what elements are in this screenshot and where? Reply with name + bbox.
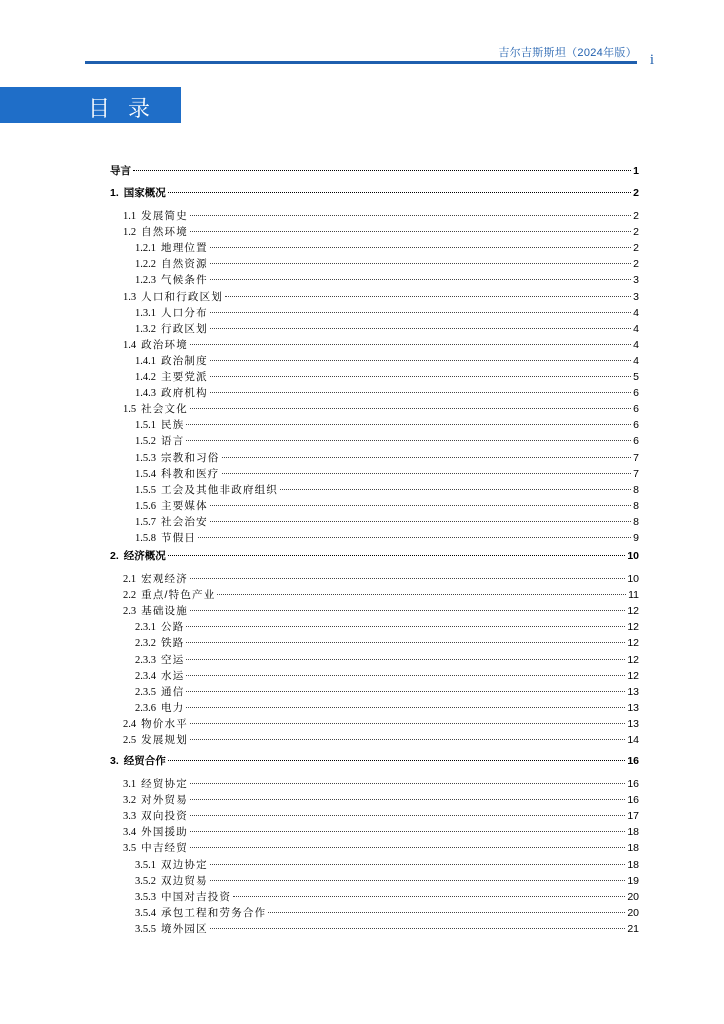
toc-entry-number: 1.4.2	[135, 372, 156, 383]
toc-dot-leader	[190, 408, 631, 409]
toc-entry-title: 中吉经贸	[141, 842, 188, 855]
toc-entry-number: 3.5	[123, 843, 137, 855]
toc-entry[interactable]	[135, 653, 639, 668]
toc-entry-number: 1.5.6	[135, 500, 156, 512]
toc-dot-leader	[190, 610, 625, 611]
toc-entry-page: 3	[633, 290, 639, 303]
toc-dot-leader	[268, 912, 625, 913]
toc-entry-page: 2	[633, 210, 639, 222]
toc-dot-leader	[190, 231, 631, 232]
toc-entry-title: 双边贸易	[161, 874, 208, 887]
toc-entry-number: 2.5	[123, 735, 137, 746]
toc-dot-leader	[190, 799, 625, 800]
toc-entry-number: 1.3	[123, 291, 137, 303]
toc-entry[interactable]	[123, 604, 639, 619]
toc-entry-title: 双向投资	[141, 810, 188, 823]
toc-entry-number: 1.5.5	[135, 484, 156, 496]
toc-entry[interactable]	[135, 370, 639, 385]
toc-dot-leader	[190, 815, 625, 816]
toc-entry-number: 3.5.1	[135, 859, 156, 871]
toc-entry[interactable]	[135, 499, 639, 514]
toc-dot-leader	[168, 192, 631, 193]
toc-dot-leader	[190, 578, 625, 579]
header-rule	[85, 61, 637, 64]
toc-entry[interactable]	[123, 209, 639, 224]
toc-dot-leader	[210, 312, 631, 313]
toc-entry-page: 12	[627, 653, 639, 666]
toc-entry[interactable]	[123, 733, 639, 748]
toc-entry-number: 1.4	[123, 339, 137, 351]
toc-entry-number: 1.5.2	[135, 436, 156, 448]
toc-entry-page: 6	[633, 403, 639, 416]
toc-dot-leader	[190, 847, 625, 848]
toc-entry-title: 经贸协定	[141, 778, 188, 790]
toc-dot-leader	[210, 521, 631, 522]
toc-entry-page: 17	[627, 810, 639, 823]
toc-entry-number: 2.3	[123, 606, 137, 618]
toc-entry-number: 1.2.3	[135, 275, 156, 287]
toc-entry[interactable]	[135, 922, 639, 937]
toc-entry-title: 外国援助	[141, 826, 188, 839]
toc-entry-page: 3	[633, 274, 639, 287]
toc-entry-title: 通信	[161, 685, 185, 698]
toc-dot-leader	[210, 328, 631, 329]
toc-entry[interactable]	[135, 636, 639, 651]
toc-entry-title: 科教和医疗	[161, 467, 220, 480]
toc-entry-number: 1.4.3	[135, 388, 156, 400]
toc-entry-page: 2	[633, 226, 639, 239]
toc-entry[interactable]	[135, 322, 639, 337]
toc-entry-page: 7	[633, 467, 639, 480]
toc-entry[interactable]	[135, 531, 639, 546]
toc-entry[interactable]	[135, 483, 639, 498]
toc-entry-title: 重点/特色产业	[141, 589, 216, 602]
toc-entry-page: 4	[633, 354, 639, 367]
toc-entry-title: 宏观经济	[141, 573, 188, 585]
toc-dot-leader	[210, 376, 631, 377]
toc-entry-title: 语言	[161, 435, 185, 448]
toc-entry-number: 1.5.4	[135, 468, 156, 480]
toc-entry[interactable]	[135, 874, 639, 889]
toc-entry-page: 12	[627, 637, 639, 650]
toc-entry-page: 20	[627, 906, 639, 919]
toc-entry[interactable]	[135, 434, 639, 449]
toc-entry-title: 境外园区	[161, 922, 208, 935]
toc-entry-title: 发展简史	[141, 210, 188, 222]
toc-entry[interactable]	[135, 467, 639, 482]
toc-dot-leader	[222, 473, 632, 474]
toc-entry-title: 水运	[161, 669, 185, 682]
toc-dot-leader	[186, 675, 625, 676]
toc-entry-page: 8	[633, 499, 639, 512]
toc-dot-leader	[233, 896, 625, 897]
toc-dot-leader	[210, 247, 631, 248]
toc-entry-page: 13	[627, 701, 639, 714]
toc-entry-title: 对外贸易	[141, 794, 188, 807]
toc-entry-number: 2.3.3	[135, 654, 156, 666]
toc-entry-title: 政治环境	[141, 338, 188, 351]
toc-entry-title: 行政区划	[161, 322, 208, 335]
toc-entry-page: 6	[633, 419, 639, 432]
toc-entry[interactable]	[123, 225, 639, 240]
toc-entry-title: 中国对吉投资	[161, 890, 232, 903]
toc-entry[interactable]	[123, 809, 639, 824]
toc-entry-page: 18	[627, 826, 639, 839]
toc-dot-leader	[186, 424, 631, 425]
toc-entry-title: 导言	[110, 165, 131, 177]
toc-dot-leader	[186, 440, 631, 441]
toc-entry-page: 20	[627, 890, 639, 903]
toc-entry[interactable]	[123, 793, 639, 808]
toc-entry-title: 发展规划	[141, 734, 188, 746]
toc-entry-title: 经贸合作	[123, 755, 166, 767]
toc-entry-number: 2.3.4	[135, 670, 156, 682]
toc-entry-page: 2	[633, 187, 639, 199]
toc-dot-leader	[190, 783, 625, 784]
toc-entry-page: 12	[627, 669, 639, 682]
toc-entry-page: 16	[627, 778, 639, 790]
toc-entry[interactable]	[135, 858, 639, 873]
toc-entry-title: 民族	[161, 419, 185, 432]
toc-entry-page: 10	[627, 573, 639, 585]
toc-entry-number: 3.1	[123, 779, 137, 790]
toc-entry[interactable]	[135, 257, 639, 272]
toc-entry-number: 1.4.1	[135, 355, 156, 367]
toc-entry-title: 铁路	[161, 637, 185, 650]
toc-entry[interactable]	[110, 549, 639, 563]
toc-entry[interactable]	[135, 669, 639, 684]
toc-dot-leader	[190, 831, 625, 832]
toc-entry[interactable]	[123, 290, 639, 305]
toc-entry-page: 4	[633, 338, 639, 351]
toc-entry-title: 公路	[161, 621, 185, 634]
toc-entry-number: 1.5.7	[135, 516, 156, 528]
toc-dot-leader	[190, 344, 631, 345]
toc-entry-number: 3.5.5	[135, 923, 156, 935]
toc-entry[interactable]	[135, 906, 639, 921]
toc-entry-number: 1.5.1	[135, 420, 156, 432]
toc-entry-number: 1.1	[123, 211, 137, 222]
toc-entry-title: 双边协定	[161, 858, 208, 871]
toc-entry-page: 16	[627, 755, 639, 767]
toc-entry[interactable]	[123, 338, 639, 353]
toc-dot-leader	[133, 170, 631, 171]
toc-dot-leader	[280, 489, 631, 490]
toc-entry-page: 2	[633, 242, 639, 255]
toc-entry-title: 空运	[161, 653, 185, 666]
toc-entry-title: 节假日	[161, 532, 197, 544]
toc-entry-number: 2.2	[123, 590, 137, 602]
toc-dot-leader	[210, 392, 631, 393]
toc-dot-leader	[168, 555, 626, 556]
toc-entry-number: 1.3.1	[135, 307, 156, 319]
toc-entry[interactable]	[123, 825, 639, 840]
toc-entry-title: 国家概况	[123, 187, 166, 199]
toc-entry-number: 2.1	[123, 574, 137, 585]
toc-dot-leader	[210, 864, 626, 865]
toc-entry-number: 1.3.2	[135, 323, 156, 335]
toc-entry[interactable]	[110, 754, 639, 768]
toc-dot-leader	[210, 360, 631, 361]
toc-entry-page: 2	[633, 258, 639, 271]
toc-entry-title: 人口分布	[161, 306, 208, 319]
toc-entry[interactable]	[135, 451, 639, 466]
toc-entry[interactable]	[135, 354, 639, 369]
toc-dot-leader	[210, 505, 631, 506]
toc-entry-page: 14	[627, 734, 639, 746]
toc-entry[interactable]	[110, 164, 639, 178]
toc-entry[interactable]	[135, 241, 639, 256]
toc-entry-title: 社会文化	[141, 403, 188, 416]
toc-entry[interactable]	[135, 306, 639, 321]
toc-entry-title: 经济概况	[123, 550, 166, 562]
toc-entry-page: 5	[633, 371, 639, 383]
toc-entry-number: 2.3.6	[135, 702, 156, 714]
toc-entry-number: 2.3.1	[135, 622, 156, 634]
toc-entry[interactable]	[123, 402, 639, 417]
toc-entry[interactable]	[135, 620, 639, 635]
toc-entry-page: 13	[627, 685, 639, 698]
toc-entry-title: 气候条件	[161, 274, 208, 287]
toc-entry-number: 2.	[110, 550, 119, 562]
toc-dot-leader	[190, 723, 625, 724]
toc-entry-title: 宗教和习俗	[161, 451, 220, 464]
toc-entry[interactable]	[123, 572, 639, 587]
toc-dot-leader	[186, 707, 625, 708]
toc-entry-page: 8	[633, 515, 639, 528]
toc-entry-page: 18	[627, 842, 639, 855]
toc-entry-title: 主要媒体	[161, 499, 208, 512]
toc-dot-leader	[210, 279, 631, 280]
toc-entry[interactable]	[135, 890, 639, 905]
toc-entry[interactable]	[135, 685, 639, 700]
toc-entry-number: 2.4	[123, 718, 137, 730]
toc-dot-leader	[210, 880, 626, 881]
toc-dot-leader	[190, 215, 631, 216]
toc-entry-title: 人口和行政区划	[141, 290, 224, 303]
toc-entry-page: 6	[633, 387, 639, 400]
toc-entry-page: 11	[628, 589, 639, 602]
toc-dot-leader	[186, 642, 625, 643]
toc-entry-number: 1.5.3	[135, 452, 156, 464]
toc-entry-page: 18	[627, 858, 639, 871]
toc-entry-page: 10	[627, 550, 639, 562]
toc-dot-leader	[210, 263, 631, 264]
toc-entry-title: 承包工程和劳务合作	[161, 906, 267, 919]
toc-entry-number: 3.4	[123, 827, 137, 839]
toc-dot-leader	[198, 537, 631, 538]
toc-entry[interactable]	[135, 701, 639, 716]
toc-entry-title: 基础设施	[141, 605, 188, 618]
toc-entry-number: 3.5.2	[135, 875, 156, 887]
toc-entry-page: 12	[627, 605, 639, 618]
toc-entry-title: 地理位置	[161, 242, 208, 255]
toc-entry-number: 3.5.4	[135, 907, 156, 919]
toc-entry-title: 自然资源	[161, 258, 208, 271]
toc-entry-number: 2.3.5	[135, 686, 156, 698]
toc-entry-page: 19	[627, 874, 639, 887]
toc-entry-page: 4	[633, 306, 639, 319]
toc-dot-leader	[210, 928, 626, 929]
toc-entry-title: 工会及其他非政府组织	[161, 483, 278, 496]
toc-dot-leader	[186, 691, 625, 692]
toc-entry[interactable]	[123, 841, 639, 856]
toc-entry-number: 3.	[110, 755, 119, 767]
toc-dot-leader	[217, 594, 626, 595]
toc-dot-leader	[190, 739, 625, 740]
toc-entry[interactable]	[135, 418, 639, 433]
toc-dot-leader	[225, 296, 631, 297]
toc-dot-leader	[168, 760, 626, 761]
toc-entry-number: 1.5.8	[135, 533, 156, 544]
toc-entry-number: 1.	[110, 187, 119, 199]
toc-entry-number: 1.2.2	[135, 259, 156, 271]
toc-entry[interactable]	[123, 717, 639, 732]
toc-entry[interactable]	[123, 777, 639, 792]
toc-entry-page: 8	[633, 483, 639, 496]
toc-entry-number: 3.5.3	[135, 891, 156, 903]
page-number: i	[649, 52, 654, 68]
toc-entry[interactable]	[123, 588, 639, 603]
toc-entry-page: 21	[627, 922, 639, 935]
toc-entry-number: 3.3	[123, 811, 137, 823]
toc-entry-title: 政治制度	[161, 354, 208, 367]
toc-entry[interactable]	[110, 186, 639, 200]
toc-entry-number: 1.2.1	[135, 243, 156, 255]
toc-entry-page: 13	[627, 717, 639, 730]
running-header-title: 吉尔吉斯斯坦（2024年版）	[498, 47, 637, 59]
toc-entry[interactable]	[135, 515, 639, 530]
toc-entry-number: 3.2	[123, 795, 137, 807]
toc-entry-page: 1	[633, 165, 639, 177]
toc-dot-leader	[186, 626, 625, 627]
toc-entry-title: 物价水平	[141, 717, 188, 730]
toc-entry[interactable]	[135, 273, 639, 288]
toc-entry-title: 自然环境	[141, 226, 188, 239]
toc-entry-title: 电力	[161, 701, 185, 714]
toc-entry-number: 1.2	[123, 227, 137, 239]
toc-entry-page: 9	[633, 532, 639, 544]
toc-entry-page: 16	[627, 794, 639, 807]
toc-entry[interactable]	[135, 386, 639, 401]
toc-entry-page: 7	[633, 451, 639, 464]
toc-dot-leader	[186, 659, 625, 660]
toc-entry-page: 4	[633, 322, 639, 335]
toc-entry-title: 政府机构	[161, 387, 208, 400]
toc-entry-number: 2.3.2	[135, 638, 156, 650]
toc-entry-page: 12	[627, 621, 639, 634]
toc-entry-title: 社会治安	[161, 515, 208, 528]
toc-entry-number: 1.5	[123, 404, 137, 416]
toc-dot-leader	[222, 457, 632, 458]
toc-title: 目录	[88, 97, 169, 122]
toc-entry-title: 主要党派	[161, 371, 208, 383]
toc-entry-page: 6	[633, 435, 639, 448]
